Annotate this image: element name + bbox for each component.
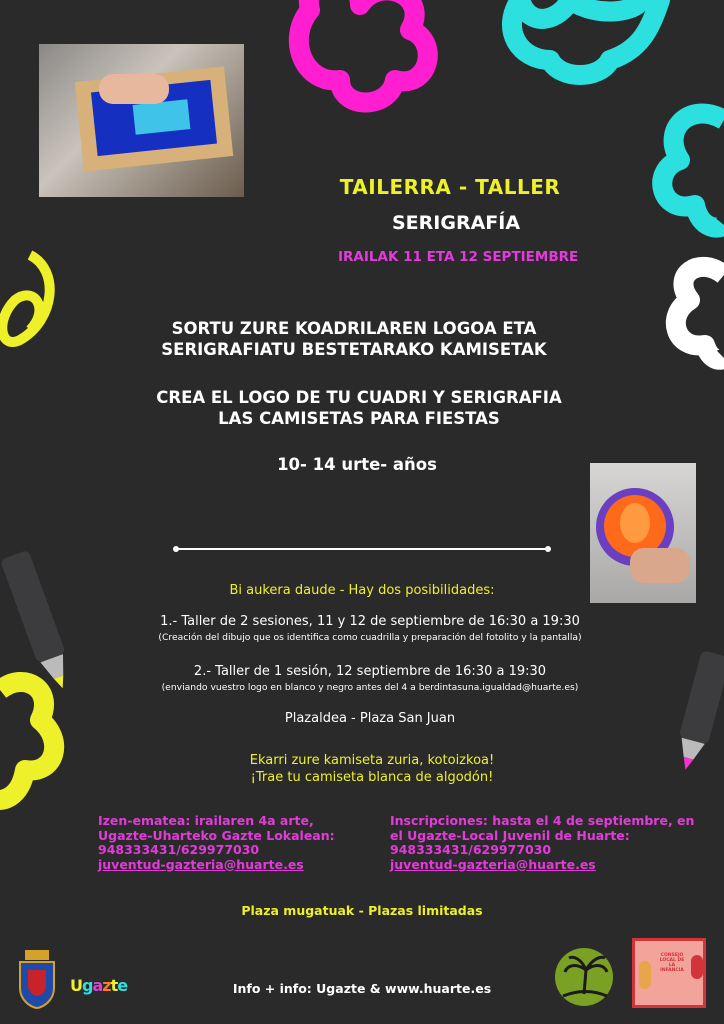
huarte-coat-of-arms-icon bbox=[18, 950, 56, 1010]
palm-tree-logo bbox=[553, 946, 615, 1008]
option-1-title: 1.- Taller de 2 sesiones, 11 y 12 de septiembre de 16:30 a 19:30 bbox=[160, 614, 580, 629]
option-2-title: 2.- Taller de 1 sesión, 12 septiembre de 16:30 a 19:30 bbox=[193, 664, 547, 679]
magenta-flower bbox=[299, 0, 428, 103]
cyan-flower-right bbox=[662, 114, 724, 228]
option-1-note: (Creación del dibujo que os identifica como cuadrilla y preparación del fotolito y la pantalla) bbox=[158, 632, 582, 643]
workshop-title: TAILERRA - TALLER bbox=[339, 175, 561, 199]
divider bbox=[176, 548, 548, 550]
consejo-infancia-logo: CONSEJO LOCAL DE LA INFANCIA bbox=[632, 938, 706, 1008]
age-range: 10- 14 urte- años bbox=[277, 455, 437, 474]
registration-spanish: Inscripciones: hasta el 4 de septiembre, en el Ugazte-Local Juvenil de Huarte: 948333431/629977030 juventud-gazteria@huarte.es bbox=[390, 814, 710, 872]
cyan-flower-top bbox=[512, 0, 660, 75]
email-link-spanish[interactable]: juventud-gazteria@huarte.es bbox=[390, 856, 596, 872]
email-link-basque[interactable]: juventud-gazteria@huarte.es bbox=[98, 856, 304, 872]
workshop-dates: IRAILAK 11 ETA 12 SEPTIEMBRE bbox=[338, 249, 579, 265]
bring-shirt: Ekarri zure kamiseta zuria, kotoizkoa! ¡Trae tu camiseta blanca de algodón! bbox=[249, 753, 495, 785]
option-2-note: (enviando vuestro logo en blanco y negro antes del 4 a berdintasuna.igualdad@huarte.es) bbox=[161, 682, 579, 693]
info-line: Info + info: Ugazte & www.huarte.es bbox=[232, 981, 492, 996]
workshop-name: SERIGRAFÍA bbox=[392, 212, 521, 234]
registration-basque: Izen-ematea: irailaren 4a arte, Ugazte-Uharteko Gazte Lokalean: 948333431/629977030 juventud-gazteria@huarte.es bbox=[98, 814, 378, 872]
headline-basque: SORTU ZURE KOADRILAREN LOGOA ETA SERIGRAFIATU BESTETARAKO KAMISETAK bbox=[161, 319, 547, 359]
divider-dot-left bbox=[173, 546, 179, 552]
options-intro: Bi aukera daude - Hay dos posibilidades: bbox=[229, 583, 495, 598]
divider-dot-right bbox=[545, 546, 551, 552]
limited-places: Plaza mugatuak - Plazas limitadas bbox=[241, 903, 483, 918]
ugazte-logo: Ugazte bbox=[70, 976, 128, 995]
venue: Plazaldea - Plaza San Juan bbox=[284, 711, 456, 726]
paint-cup-photo bbox=[590, 463, 696, 603]
headline-spanish: CREA EL LOGO DE TU CUADRI Y SERIGRAFIA LAS CAMISETAS PARA FIESTAS bbox=[156, 388, 562, 428]
